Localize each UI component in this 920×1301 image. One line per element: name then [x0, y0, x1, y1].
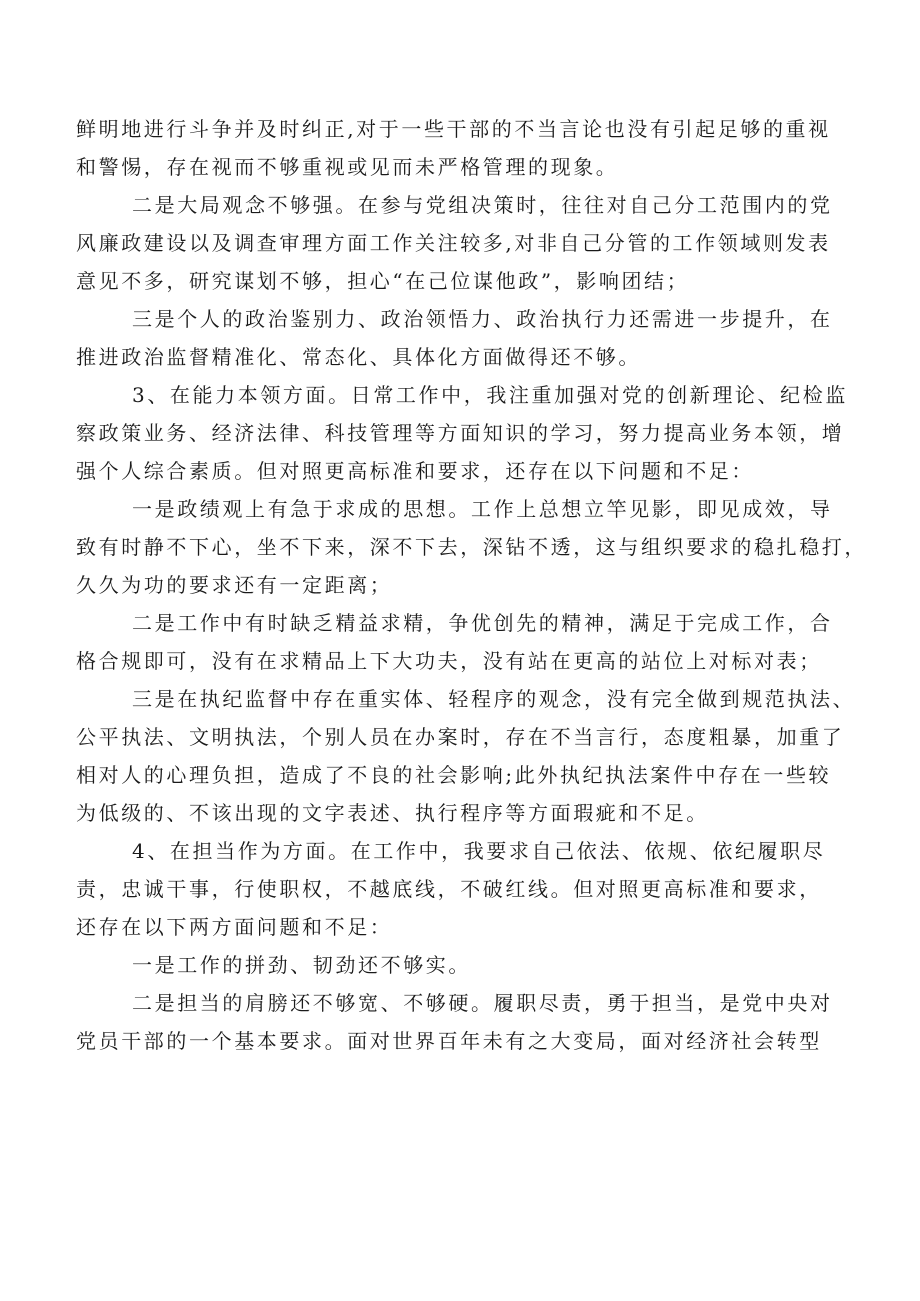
text-line: 意见不多，研究谋划不够，担心“在己位谋他政”，影响团结；	[76, 269, 690, 293]
text-line: 为低级的、不该出现的文字表述、执行程序等方面瑕疵和不足。	[76, 801, 709, 825]
text-line: 二是工作中有时缺乏精益求精，争优创先的精神，满足于完成工作，合	[132, 611, 833, 635]
document-body	[76, 110, 867, 1060]
text-line: 党员干部的一个基本要求。面对世界百年未有之大变局，面对经济社会转型	[76, 1029, 822, 1053]
text-line: 4、在担当作为方面。在工作中，我要求自己依法、依规、依纪履职尽	[132, 839, 826, 863]
text-line: 风廉政建设以及调查审理方面工作关注较多,对非自己分管的工作领域则发表	[76, 231, 831, 255]
text-line: 三是在执纪监督中存在重实体、轻程序的观念，没有完全做到规范执法、	[132, 687, 856, 711]
text-line: 责，忠诚干事，行使职权，不越底线，不破红线。但对照更高标准和要求，	[76, 877, 822, 901]
text-line: 久久为功的要求还有一定距离；	[76, 573, 393, 597]
text-line: 公平执法、文明执法，个别人员在办案时，存在不当言行，态度粗暴，加重了	[76, 725, 845, 749]
text-line: 推进政治监督精准化、常态化、具体化方面做得还不够。	[76, 345, 641, 369]
text-line: 察政策业务、经济法律、科技管理等方面知识的学习，努力提高业务本领，增	[76, 421, 845, 445]
text-line: 3、在能力本领方面。日常工作中，我注重加强对党的创新理论、纪检监	[132, 383, 848, 407]
text-line: 相对人的心理负担，造成了不良的社会影响;此外执纪执法案件中存在一些较	[76, 763, 832, 787]
text-line: 一是工作的拼劲、韧劲还不够实。	[132, 953, 471, 977]
text-line: 格合规即可，没有在求精品上下大功夫，没有站在更高的站位上对标对表；	[76, 649, 822, 673]
text-line: 二是担当的肩膀还不够宽、不够硬。履职尽责，勇于担当，是党中央对	[132, 991, 833, 1015]
text-line: 还存在以下两方面问题和不足：	[76, 915, 393, 939]
text-line: 致有时静不下心，坐不下来，深不下去，深钻不透，这与组织要求的稳扎稳打，	[76, 535, 867, 559]
text-line: 二是大局观念不够强。在参与党组决策时，往往对自己分工范围内的党	[132, 193, 833, 217]
text-line: 强个人综合素质。但对照更高标准和要求，还存在以下问题和不足：	[76, 459, 754, 483]
text-line: 一是政绩观上有急于求成的思想。工作上总想立竿见影，即见成效，导	[132, 497, 833, 521]
text-line: 三是个人的政治鉴别力、政治领悟力、政治执行力还需进一步提升，在	[132, 307, 833, 331]
text-line: 和警惕，存在视而不够重视或见而未严格管理的现象。	[76, 155, 619, 179]
text-line: 鲜明地进行斗争并及时纠正,对于一些干部的不当言论也没有引起足够的重视	[76, 117, 831, 141]
